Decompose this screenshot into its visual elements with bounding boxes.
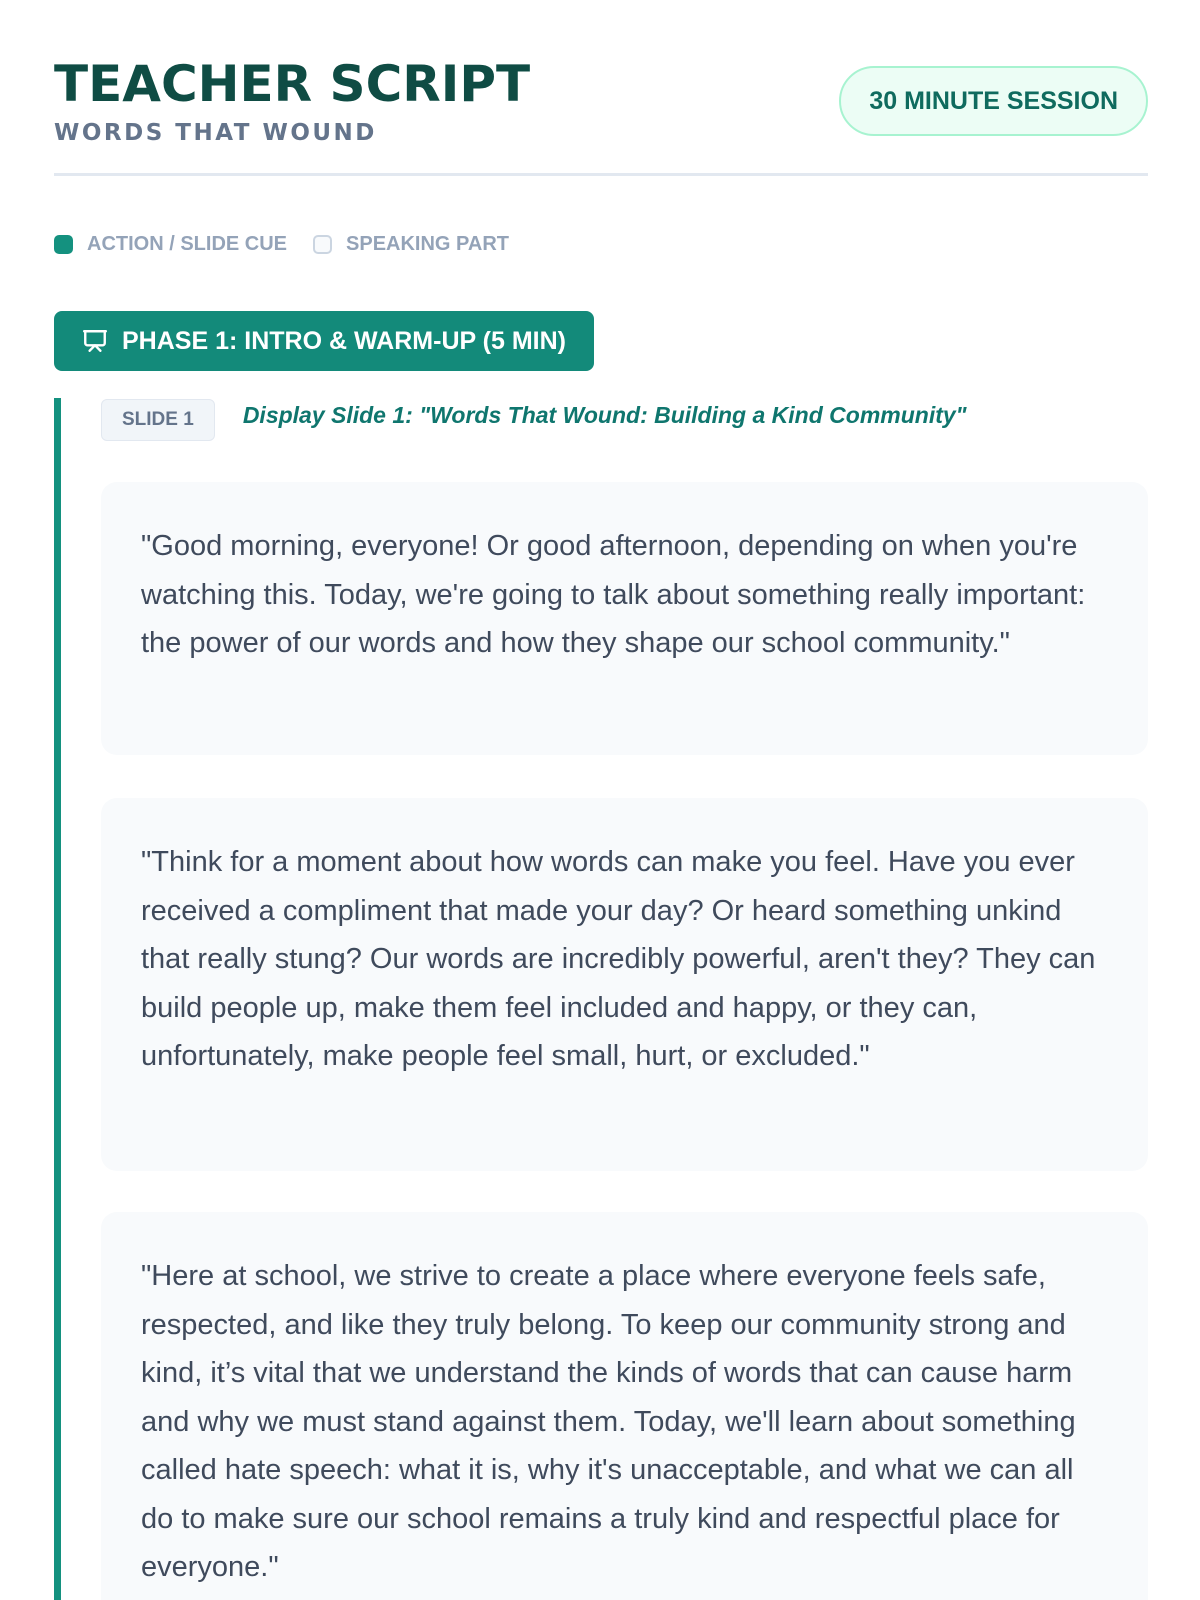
- speaking-part-card: [101, 482, 1148, 755]
- presentation-board-icon: [82, 328, 108, 354]
- legend-label-speaking: SPEAKING PART: [346, 232, 509, 255]
- speaking-part-text: "Here at school, we strive to create a place where everyone feels safe, respected, and like they truly belong. To keep our community strong and kind, it’s vital that we understand the kinds of words that can cause harm and why we must stand against them. Today, we'll learn about something called hate speech: what it is, why it's unacceptable, and what we can all do to make sure our school remains a truly kind and respectful place for everyone.": [141, 1260, 1076, 1583]
- speaking-part-text: "Think for a moment about how words can make you feel. Have you ever received a compliment that made your day? Or heard something unkind that really stung? Our words are incredibly powerful, aren't they? They can build people up, make them feel included and happy, or they can, unfortunately, make people feel small, hurt, or excluded.": [141, 846, 1096, 1072]
- slide-cue-row: [101, 398, 967, 442]
- action-swatch-icon: [54, 235, 73, 254]
- legend-item-speaking: [313, 233, 509, 256]
- legend: [54, 229, 535, 259]
- page-subtitle: WORDS THAT WOUND: [54, 120, 377, 146]
- page-title: TEACHER SCRIPT: [54, 55, 531, 113]
- teacher-script-page: [54, 0, 1148, 1600]
- phase-1-header: [54, 311, 594, 371]
- phase-1-label: PHASE 1: INTRO & WARM-UP (5 MIN): [122, 326, 566, 355]
- legend-label-action: ACTION / SLIDE CUE: [87, 232, 288, 255]
- speaking-part-card: [101, 798, 1148, 1171]
- session-duration-badge: 30 MINUTE SESSION: [839, 66, 1148, 136]
- speaking-part-text: "Good morning, everyone! Or good afternoon, depending on when you're watching this. Today, we're going to talk about something really important: the power of our words and how they shape our school community.": [141, 530, 1086, 659]
- slide-tag: SLIDE 1: [101, 399, 215, 441]
- script-header: [54, 55, 1148, 176]
- legend-item-action: [54, 233, 287, 256]
- speaking-swatch-icon: [313, 235, 332, 254]
- slide-cue-text: Display Slide 1: "Words That Wound: Building a Kind Community": [242, 401, 967, 428]
- phase-1-rail: [54, 398, 61, 1600]
- speaking-part-card: [101, 1212, 1148, 1600]
